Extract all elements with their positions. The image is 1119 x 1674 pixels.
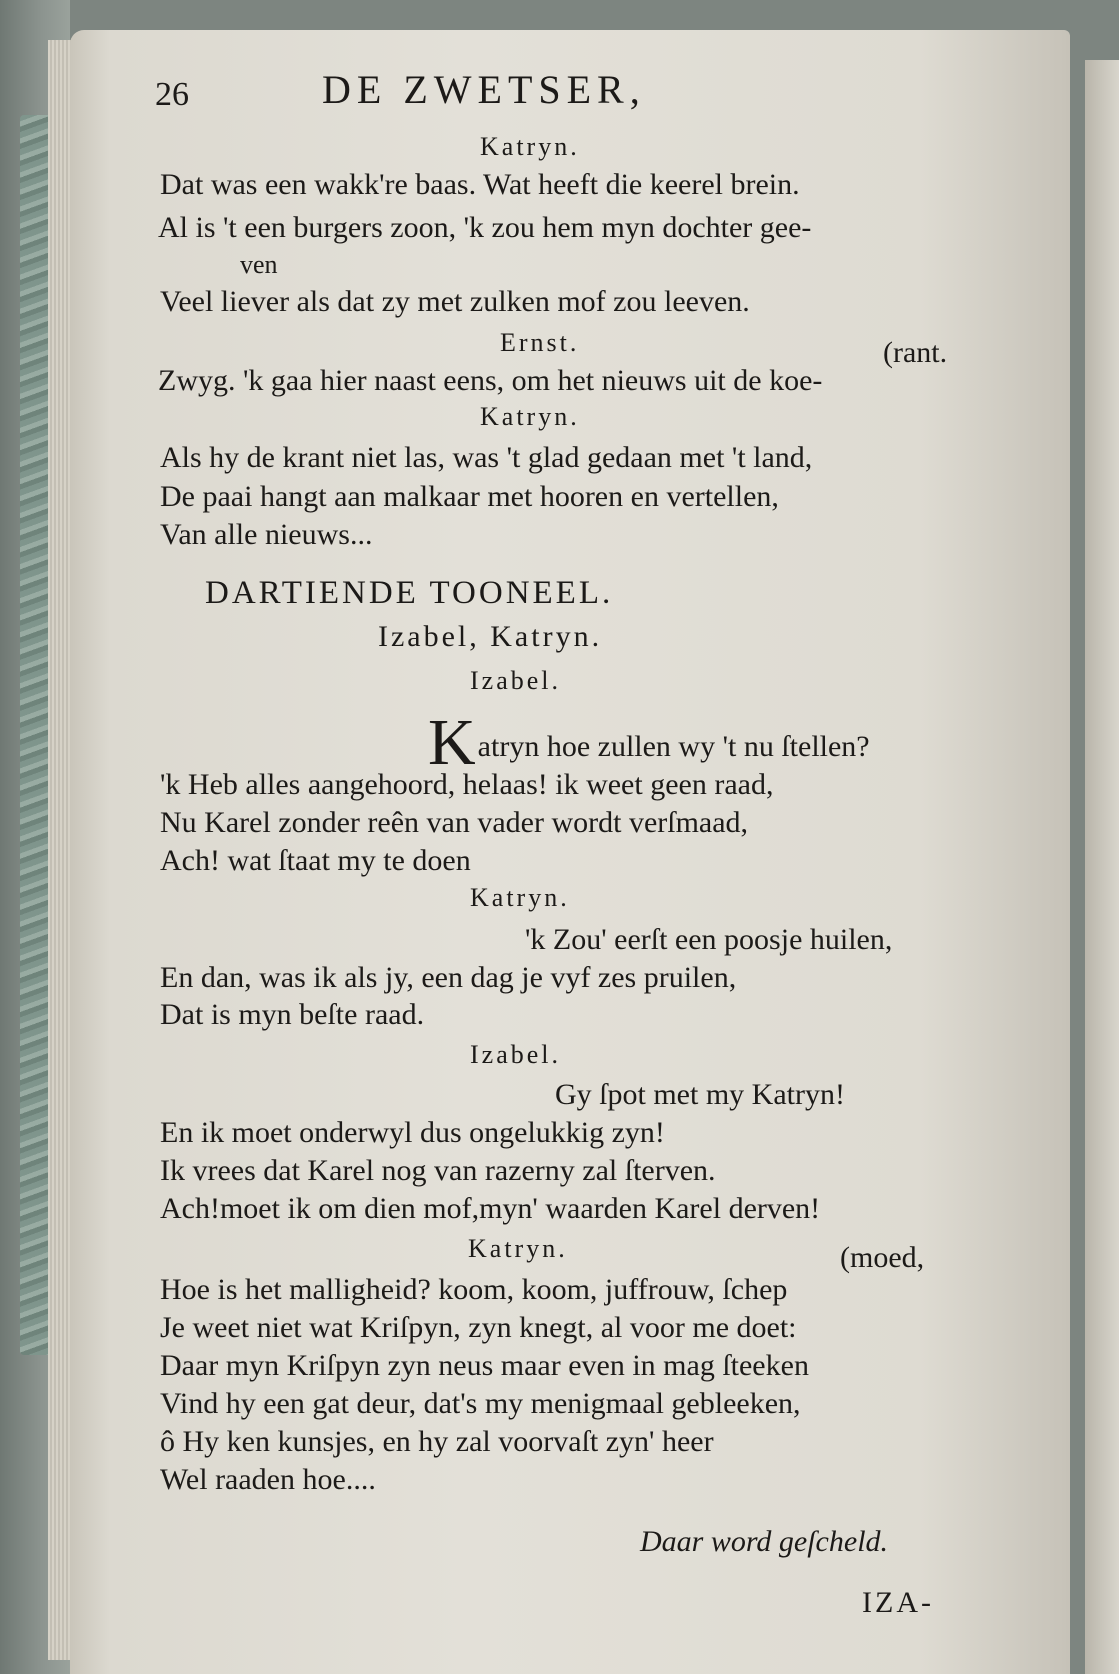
- verse-line-continuation: ven: [240, 250, 278, 279]
- verse-line: ô Hy ken kunsjes, en hy zal voorvaſt zyn' heer: [160, 1425, 714, 1458]
- scene-heading: DARTIENDE TOONEEL.: [205, 575, 614, 611]
- verse-line: Zwyg. 'k gaa hier naast eens, om het nieuws uit de koe-: [158, 364, 823, 397]
- verse-line: Wel raaden hoe....: [160, 1463, 376, 1496]
- catchword: IZA-: [862, 1586, 934, 1619]
- verse-line: En dan, was ik als jy, een dag je vyf zes pruilen,: [160, 961, 737, 994]
- verse-line: Ik vrees dat Karel nog van razerny zal ſterven.: [160, 1154, 716, 1187]
- verse-line: Ach!moet ik om dien mof,myn' waarden Karel derven!: [160, 1192, 821, 1225]
- verse-line: En ik moet onderwyl dus ongelukkig zyn!: [160, 1116, 665, 1149]
- speaker-label: Katryn.: [480, 402, 580, 431]
- verse-line: Je weet niet wat Kriſpyn, zyn knegt, al voor me doet:: [160, 1311, 797, 1344]
- stage-direction: Daar word geſcheld.: [640, 1525, 889, 1558]
- scene-characters: Izabel, Katryn.: [378, 620, 603, 653]
- speaker-label: Katryn.: [480, 132, 580, 161]
- speaker-label: Izabel.: [470, 666, 562, 695]
- verse-line: Gy ſpot met my Katryn!: [555, 1078, 845, 1111]
- verse-line: De paai hangt aan malkaar met hooren en vertellen,: [160, 480, 779, 513]
- verse-line: Dat is myn beſte raad.: [160, 998, 425, 1031]
- verse-line: Hoe is het malligheid? koom, koom, juffrouw, ſchep: [160, 1273, 788, 1306]
- speaker-label: Katryn.: [470, 883, 570, 912]
- running-title: DE ZWETSER,: [322, 67, 646, 112]
- verse-line: Van alle nieuws...: [160, 518, 373, 551]
- drop-cap-initial: K: [428, 706, 476, 779]
- verse-line-with-initial: [428, 706, 870, 779]
- verse-line: Nu Karel zonder reên van vader wordt verſmaad,: [160, 806, 749, 839]
- verse-line: atryn hoe zullen wy 't nu ſtellen?: [477, 730, 870, 763]
- verse-line: 'k Zou' eerſt een poosje huilen,: [525, 923, 893, 956]
- stage-continuation: (rant.: [883, 336, 948, 369]
- speaker-label: Izabel.: [470, 1040, 562, 1069]
- speaker-label: Ernst.: [500, 328, 580, 357]
- verse-line: Dat was een wakk're baas. Wat heeft die keerel brein.: [160, 168, 800, 201]
- stage-continuation: (moed,: [840, 1241, 925, 1274]
- verse-line: Vind hy een gat deur, dat's my menigmaal gebleeken,: [160, 1387, 801, 1420]
- speaker-label: Katryn.: [468, 1234, 568, 1263]
- verse-line: Veel liever als dat zy met zulken mof zou leeven.: [160, 285, 750, 318]
- verse-line: Al is 't een burgers zoon, 'k zou hem myn dochter gee-: [158, 211, 812, 244]
- verse-line: Daar myn Kriſpyn zyn neus maar even in mag ſteeken: [160, 1349, 809, 1382]
- page-number: 26: [155, 76, 189, 113]
- verse-line: Ach! wat ſtaat my te doen: [160, 844, 471, 877]
- verse-line: Als hy de krant niet las, was 't glad gedaan met 't land,: [160, 441, 813, 474]
- verse-line: 'k Heb alles aangehoord, helaas! ik weet geen raad,: [160, 768, 774, 801]
